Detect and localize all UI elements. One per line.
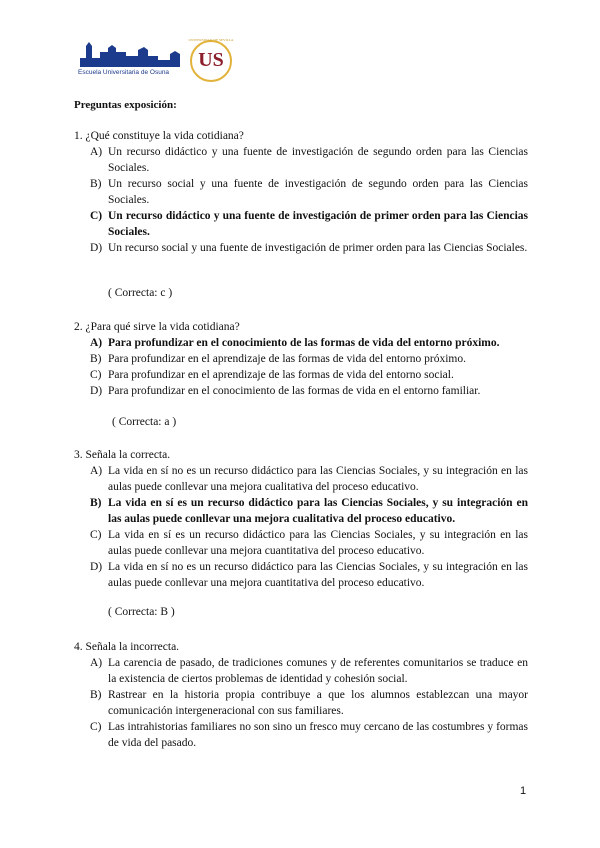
- question-2: 2. ¿Para qué sirve la vida cotidiana?: [74, 321, 240, 333]
- page-number: 1: [520, 785, 527, 797]
- q3-option-d: D) La vida en sí no es un recurso didáctico para las Ciencias Sociales, y su integración en las aulas puede conllevar una mejora cuantitativa del proceso educativo.: [90, 561, 528, 589]
- q1-option-c: C) Un recurso didáctico y una fuente de investigación de primer orden para las Ciencias Sociales.: [90, 210, 528, 238]
- q1-answer: ( Correcta: c ): [108, 287, 173, 299]
- question-3: 3. Señala la correcta.: [74, 449, 171, 461]
- q4-option-c: C) Las intrahistorias familiares no son sino un fresco muy cercano de las costumbres y formas de vida del pasado.: [90, 721, 528, 749]
- q2-option-c: C) Para profundizar en el aprendizaje de las formas de vida del entorno social.: [90, 369, 454, 381]
- heading: Preguntas exposición:: [74, 99, 177, 111]
- question-4: 4. Señala la incorrecta.: [74, 641, 180, 653]
- seal-letters: US: [198, 49, 224, 71]
- q2-option-a: A) Para profundizar en el conocimiento de las formas de vida del entorno próximo.: [90, 337, 500, 349]
- q2-option-d: D) Para profundizar en el conocimiento de las formas de vida en el entorno familiar.: [90, 385, 481, 397]
- q3-option-c: C) La vida en sí es un recurso didáctico para las Ciencias Sociales, y su integración en las aulas puede conllevar una mejora cuantitativa del proceso educativo.: [90, 529, 528, 557]
- q1-option-b: B) Un recurso social y una fuente de investigación de segundo orden para las Ciencias Sociales.: [90, 178, 528, 206]
- q1-option-d: D) Un recurso social y una fuente de investigación de primer orden para las Ciencias Sociales.: [90, 242, 528, 254]
- q3-option-a: A) La vida en sí no es un recurso didáctico para las Ciencias Sociales, y su integración en las aulas puede conllevar una mejora cualitativa del proceso educativo.: [90, 465, 528, 493]
- q3-answer: ( Correcta: B ): [108, 606, 175, 618]
- seal-ring-text: UNIVERSIDAD DE SEVILLA: [188, 38, 234, 42]
- q4-option-b: B) Rastrear en la historia propia contribuye a que los alumnos establezcan una mayor comunicación intergeneracional con sus familiares.: [90, 689, 528, 717]
- q3-option-b: B) La vida en sí es un recurso didáctico para las Ciencias Sociales, y su integración en las aulas puede conllevar una mejora cualitativa del proceso educativo.: [90, 497, 528, 525]
- escuela-caption: Escuela Universitaria de Osuna: [78, 69, 170, 76]
- q1-option-a: A) Un recurso didáctico y una fuente de investigación de segundo orden para las Ciencias Sociales.: [90, 146, 528, 174]
- q2-option-b: B) Para profundizar en el aprendizaje de las formas de vida del entorno próximo.: [90, 353, 466, 365]
- q4-option-a: A) La carencia de pasado, de tradiciones comunes y de referentes comunitarios se traduce en la existencia de ciertos problemas de identidad y cohesión social.: [90, 657, 528, 685]
- q2-answer: ( Correcta: a ): [112, 416, 177, 428]
- question-1: 1. ¿Qué constituye la vida cotidiana?: [74, 130, 244, 142]
- header-logos: [78, 36, 248, 86]
